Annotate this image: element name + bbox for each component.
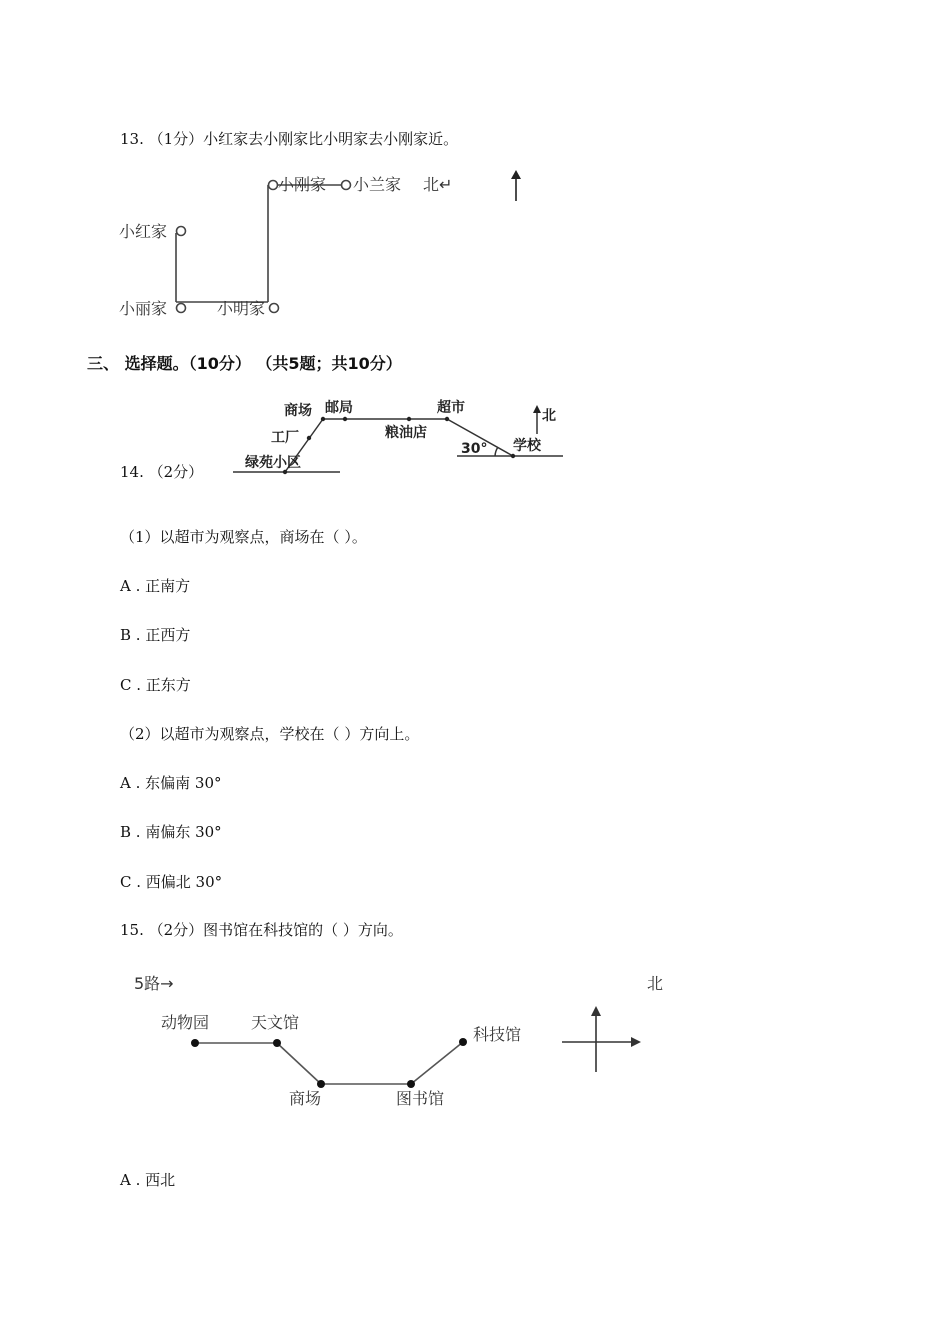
q14-label-shangchang: 商场 [284, 403, 312, 419]
q14-sub2-text: （2）以超市为观察点，学校在（ ）方向上。 [120, 725, 420, 743]
q13-dot-ming [270, 304, 279, 313]
q14-dot-chaoshi [445, 417, 449, 421]
q13-dot-lan [342, 181, 351, 190]
q13-label-xiaohong: 小红家 [119, 222, 168, 241]
q14-sub2-option-a[interactable]: A . 东偏南 30° [120, 774, 222, 792]
q15-road-tianwenguan-shangchang [277, 1043, 321, 1084]
q13-dot-hong [177, 227, 186, 236]
q14-label-north: 北 [542, 408, 556, 424]
q14-north-arrowhead-icon [533, 405, 541, 413]
q13-dot-gang [269, 181, 278, 190]
q13-map [110, 165, 550, 325]
q13-label-xiaoming: 小明家 [217, 299, 266, 318]
q14-sub1-option-c[interactable]: C . 正东方 [120, 676, 191, 694]
q15-map [125, 960, 685, 1120]
q15-axis-arrowhead-up-icon [591, 1006, 601, 1016]
q14-label-angle: 30° [461, 441, 488, 457]
q13-label-xiaogang: 小刚家 [278, 175, 327, 194]
q14-label: 14. （2分） [120, 463, 204, 481]
q15-text: 15. （2分）图书馆在科技馆的（ ）方向。 [120, 921, 403, 939]
q13-dot-li [177, 304, 186, 313]
q14-dot-youju [343, 417, 347, 421]
q15-label-north: 北 [647, 974, 664, 993]
q13-label-xiaoli: 小丽家 [119, 299, 168, 318]
q14-label-lvyuan: 绿苑小区 [245, 455, 301, 471]
q15-label-road: 5路→ [134, 974, 174, 993]
q15-dot-tianwenguan [273, 1039, 281, 1047]
q15-dot-kejiguan [459, 1038, 467, 1046]
q14-label-gongchang: 工厂 [271, 430, 299, 446]
section-3-title: 三、 选择题。（10分） （共5题；共10分） [87, 354, 402, 373]
q15-label-dongwuyuan: 动物园 [161, 1013, 210, 1032]
q14-label-chaoshi: 超市 [437, 400, 465, 416]
q14-label-liangyoudian: 粮油店 [385, 425, 427, 441]
q14-map [225, 392, 575, 482]
q15-label-tushuguan: 图书馆 [396, 1089, 445, 1108]
q14-sub2-option-b[interactable]: B . 南偏东 30° [120, 823, 222, 841]
q14-sub1-option-a[interactable]: A . 正南方 [120, 577, 191, 595]
q15-dot-shangchang [317, 1080, 325, 1088]
q15-option-a[interactable]: A . 西北 [120, 1171, 176, 1189]
q15-label-kejiguan: 科技馆 [473, 1025, 522, 1044]
q13-label-north: 北↵ [423, 175, 453, 194]
q14-dot-xuexiao [511, 454, 515, 458]
q14-label-youju: 邮局 [325, 400, 353, 416]
q14-dot-shangchang [321, 417, 325, 421]
q15-label-shangchang: 商场 [289, 1089, 322, 1108]
q15-dot-tushuguan [407, 1080, 415, 1088]
q15-dot-dongwuyuan [191, 1039, 199, 1047]
q15-label-tianwenguan: 天文馆 [251, 1013, 300, 1032]
q14-angle-arc [495, 447, 498, 456]
q14-dot-liangyoudian [407, 417, 411, 421]
q15-road-tushuguan-kejiguan [411, 1042, 463, 1084]
q14-sub2-option-c[interactable]: C . 西偏北 30° [120, 873, 223, 891]
q14-dot-gongchang [307, 436, 311, 440]
q13-north-arrowhead-icon [511, 170, 521, 179]
q13-label-xiaolan: 小兰家 [353, 175, 402, 194]
q13-text: 13. （1分）小红家去小刚家比小明家去小刚家近。 [120, 130, 459, 148]
q14-sub1-option-b[interactable]: B . 正西方 [120, 626, 191, 644]
q14-label-xuexiao: 学校 [513, 438, 541, 454]
q15-axis-arrowhead-right-icon [631, 1037, 641, 1047]
q14-sub1-text: （1）以超市为观察点，商场在（ ）。 [120, 528, 367, 546]
